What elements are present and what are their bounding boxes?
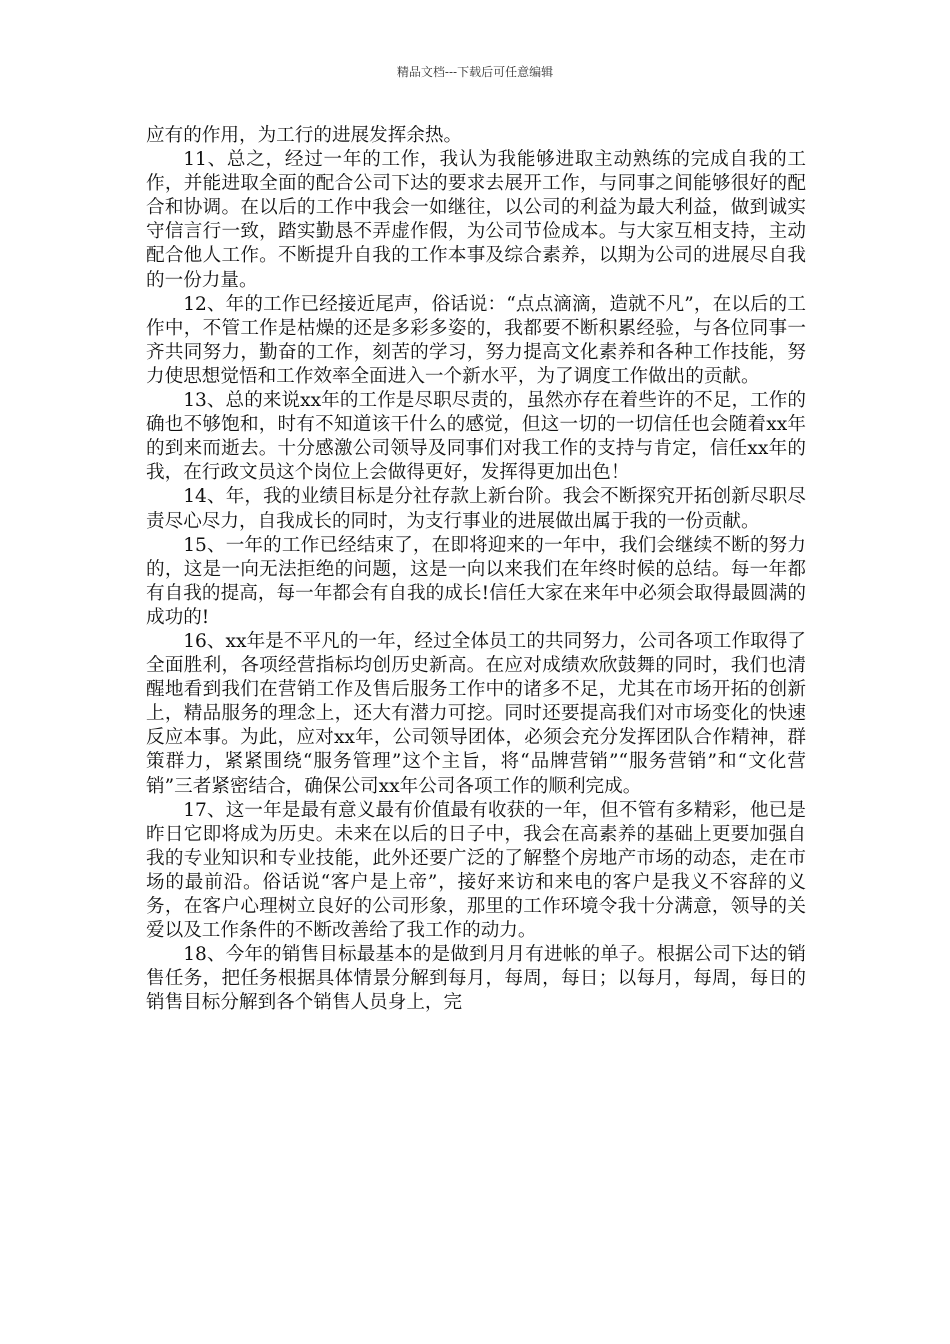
paragraph-13: 13、总的来说xx年的工作是尽职尽责的，虽然亦存在着些许的不足，工作的确也不够饱和，时有不知道该干什么的感觉，但这一切的一切信任也会随着xx年的到来而逝去。十分感激公司领导及同事们对我工作的支持与肯定，信任xx年的我，在行政文员这个岗位上会做得更好，发挥得更加出色！ — [146, 390, 806, 484]
paragraph-12: 12、年的工作已经接近尾声，俗话说：“点点滴滴，造就不凡”，在以后的工作中，不管工作是枯燥的还是多彩多姿的，我都要不断积累经验，与各位同事一齐共同努力，勤奋的工作，刻苦的学习，努力提高文化素养和各种工作技能，努力使思想觉悟和工作效率全面进入一个新水平，为了调度工作做出的贡献。 — [146, 293, 806, 387]
paragraph-17: 17、这一年是最有意义最有价值最有收获的一年，但不管有多精彩，他已是昨日它即将成为历史。未来在以后的日子中，我会在高素养的基础上更要加强自我的专业知识和专业技能，此外还要广泛的了解整个房地产市场的动态，走在市场的最前沿。俗话说“客户是上帝”，接好来访和来电的客户是我义不容辞的义务，在客户心理树立良好的公司形象，那里的工作环境令我十分满意，领导的关爱以及工作条件的不断改善给了我工作的动力。 — [146, 799, 806, 942]
paragraph-14: 14、年，我的业绩目标是分社存款上新台阶。我会不断探究开拓创新尽职尽责尽心尽力，自我成长的同时，为支行事业的进展做出属于我的一份贡献。 — [146, 486, 806, 532]
page-header: 精品文档---下载后可任意编辑 — [396, 65, 554, 79]
paragraph-18: 18、今年的销售目标最基本的是做到月月有进帐的单子。根据公司下达的销售任务，把任务根据具体情景分解到每月，每周，每日；以每月，每周，每日的销售目标分解到各个销售人员身上，完 — [146, 944, 806, 1014]
document-body — [146, 124, 806, 1015]
paragraph-16: 16、xx年是不平凡的一年，经过全体员工的共同努力，公司各项工作取得了全面胜利，各项经营指标均创历史新高。在应对成绩欢欣鼓舞的同时，我们也清醒地看到我们在营销工作及售后服务工作中的诸多不足，尤其在市场开拓的创新上，精品服务的理念上，还大有潜力可挖。同时还要提高我们对市场变化的快速反应本事。为此，应对xx年，公司领导团体，必须会充分发挥团队合作精神，群策群力，紧紧围绕“服务管理”这个主旨，将“品牌营销”“服务营销”和“文化营销”三者紧密结合，确保公司xx年公司各项工作的顺利完成。 — [146, 630, 806, 797]
paragraph-11: 11、总之，经过一年的工作，我认为我能够进取主动熟练的完成自我的工作，并能进取全面的配合公司下达的要求去展开工作，与同事之间能够很好的配合和协调。在以后的工作中我会一如继往，以公司的利益为最大利益，做到诚实守信言行一致，踏实勤恳不弄虚作假，为公司节俭成本。与大家互相支持，主动配合他人工作。不断提升自我的工作本事及综合素养，以期为公司的进展尽自我的一份力量。 — [146, 149, 806, 291]
paragraph-15: 15、一年的工作已经结束了，在即将迎来的一年中，我们会继续不断的努力的，这是一向无法拒绝的问题，这是一向以来我们在年终时候的总结。每一年都有自我的提高，每一年都会有自我的成长!信任大家在来年中必须会取得最圆满的成功的! — [146, 534, 806, 628]
paragraph-continued: 应有的作用，为工行的进展发挥余热。 — [146, 125, 463, 146]
